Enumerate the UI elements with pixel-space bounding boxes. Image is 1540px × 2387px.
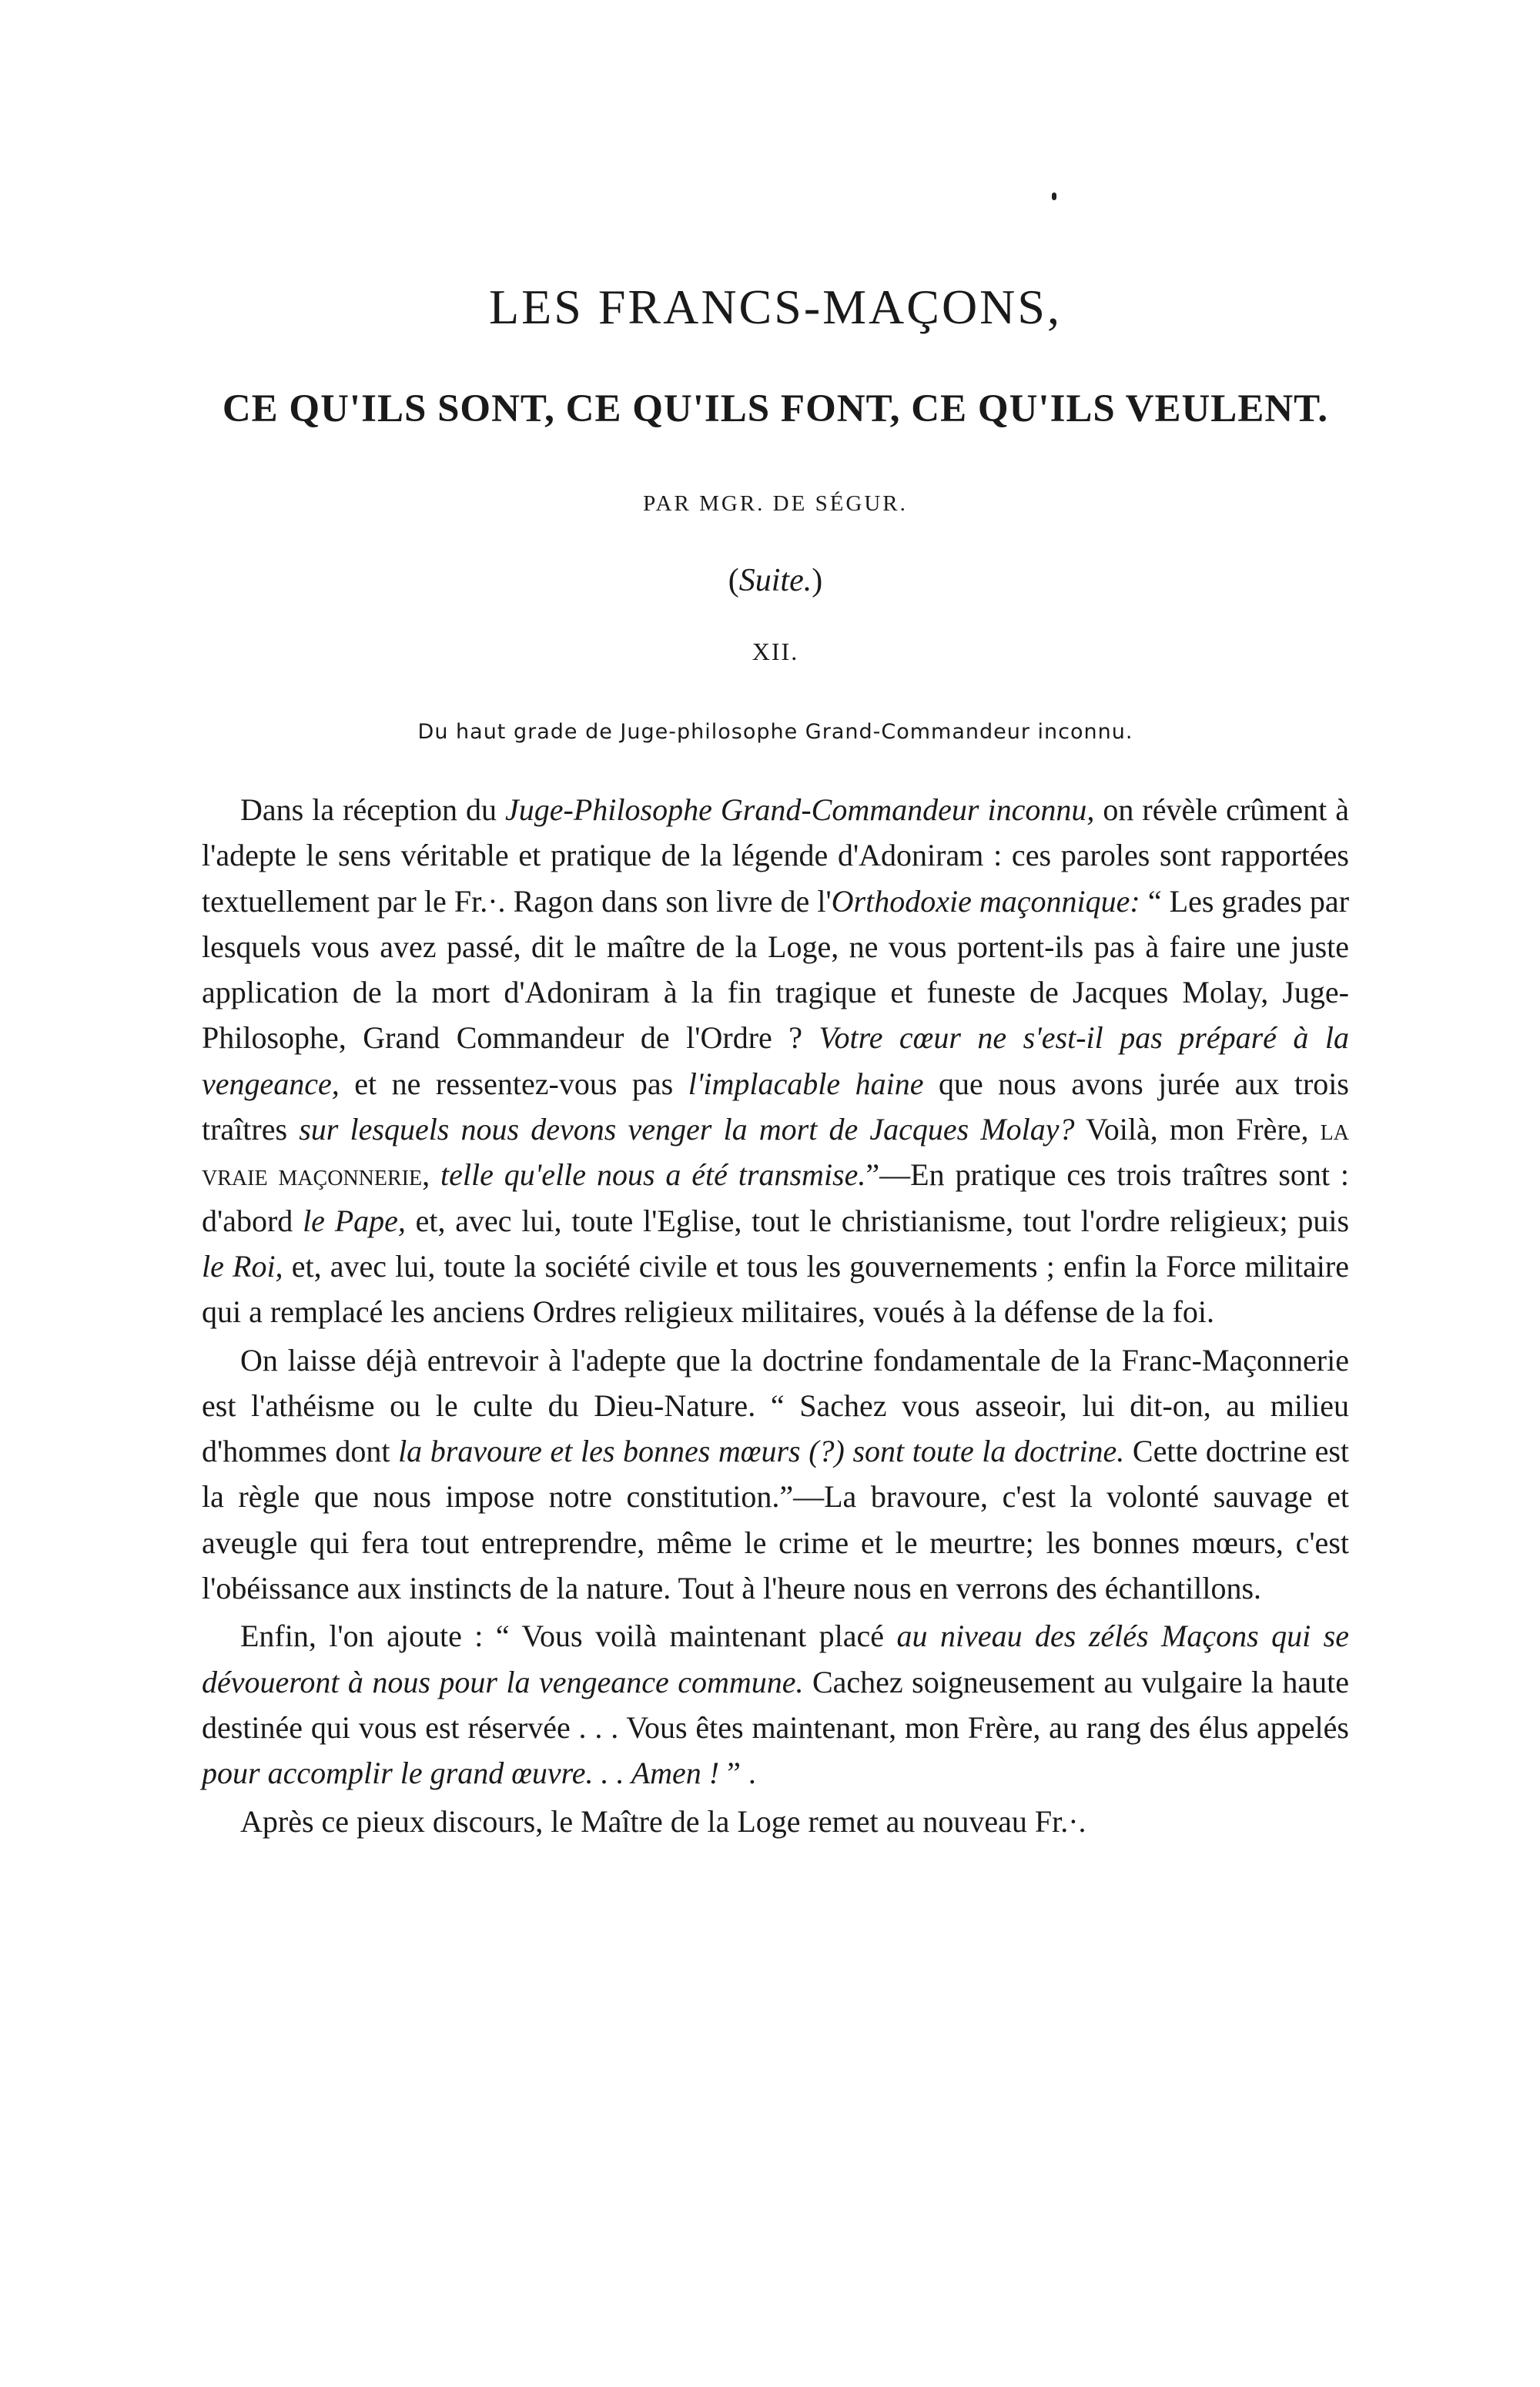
text-run: ” . bbox=[719, 1756, 756, 1791]
text-run: On laisse déjà entrevoir à l'adepte que la doctrine fondamentale de la Franc-Maçonnerie est l'athéisme ou le culte du Dieu-Nature. “ Sachez vous asseoir, lui dit-on, au milieu d'hommes dont bbox=[202, 1342, 1349, 1469]
text-run: et ne ressentez-vous pas bbox=[339, 1066, 688, 1101]
italic-run: Votre cœur ne s'est-il pas préparé à la vengeance, bbox=[202, 1020, 1349, 1101]
paragraph-4 bbox=[202, 1799, 1349, 1844]
text-run bbox=[430, 1157, 440, 1192]
italic-run: la bravoure et les bonnes mœurs (?) sont toute la doctrine. bbox=[398, 1434, 1125, 1469]
text-run: Cachez soigneusement au vulgaire la haute destinée qui vous est réservée . . . Vous êtes maintenant, mon Frère, au rang des élus appelés bbox=[202, 1664, 1349, 1745]
italic-run: le Pape, bbox=[303, 1203, 406, 1238]
continued-label bbox=[202, 562, 1349, 599]
italic-run: Orthodoxie maçonnique: bbox=[831, 883, 1140, 919]
italic-run: au niveau des zélés Maçons qui se dévoueront à nous pour la vengeance commune. bbox=[202, 1619, 1349, 1699]
text-run: Enfin, l'on ajoute : “ Vous voilà maintenant placé bbox=[240, 1619, 897, 1654]
paragraph-1 bbox=[202, 787, 1349, 1335]
italic-run: le Roi, bbox=[202, 1248, 283, 1284]
chapter-title: Du haut grade de Juge-philosophe Grand-Commandeur inconnu. bbox=[417, 720, 1133, 744]
italic-run: l'implacable haine bbox=[688, 1066, 924, 1101]
text-run: Dans la réception du bbox=[240, 792, 506, 827]
body-text bbox=[202, 787, 1349, 1844]
chapter-number: XII. bbox=[752, 638, 799, 665]
article-title: LES FRANCS-MAÇONS, bbox=[489, 280, 1062, 334]
article-subtitle: CE QU'ILS SONT, CE QU'ILS FONT, CE QU'ILS VEULENT. bbox=[222, 387, 1329, 430]
italic-run: pour accomplir le grand œuvre. . . Amen ! bbox=[202, 1756, 720, 1791]
text-run: Voilà, mon Frère, bbox=[1074, 1112, 1321, 1147]
italic-run: Juge-Philosophe Grand-Commandeur inconnu, bbox=[505, 792, 1095, 827]
text-run: et, avec lui, toute l'Eglise, tout le christianisme, tout l'ordre religieux; puis bbox=[405, 1203, 1350, 1238]
paragraph-3 bbox=[202, 1613, 1349, 1796]
paragraph-2 bbox=[202, 1337, 1349, 1612]
text-run: Après ce pieux discours, le Maître de la Loge remet au nouveau Fr.·. bbox=[240, 1803, 1086, 1839]
text-run: on révèle crûment à l'adepte le sens véritable et pratique de la légende d'Adoniram : ces paroles sont rapportées textuellement par le Fr.·. Ragon dans son livre de l' bbox=[202, 792, 1349, 919]
continued-open: ( bbox=[728, 563, 739, 598]
italic-run: sur lesquels nous devons venger la mort de Jacques Molay? bbox=[299, 1112, 1075, 1147]
ink-speck bbox=[1052, 192, 1056, 200]
author-line: PAR MGR. DE SÉGUR. bbox=[643, 491, 908, 516]
text-run: que nous avons jurée aux trois traîtres bbox=[202, 1066, 1349, 1147]
text-run: ”—En pratique ces trois traîtres sont : d'abord bbox=[202, 1157, 1350, 1238]
text-run: “ Les grades par lesquels vous avez passé, dit le maître de la Loge, ne vous portent-ils pas à faire une juste application de la mort d'Adoniram à la fin tragique et funeste de Jacques Molay, Juge-Philosophe, Grand Commandeur de l'Ordre ? bbox=[202, 883, 1350, 1056]
continued-text: Suite. bbox=[738, 563, 812, 598]
continued-close: ) bbox=[812, 563, 823, 598]
book-page bbox=[202, 0, 1349, 2387]
text-run: Cette doctrine est la règle que nous impose notre constitution.”—La bravoure, c'est la volonté sauvage et aveugle qui fera tout entreprendre, même le crime et le meurtre; les bonnes mœurs, c'est l'obéissance aux instincts de la nature. Tout à l'heure nous en verrons des échantillons. bbox=[202, 1434, 1349, 1606]
small-caps-run: la vraie maçonnerie, bbox=[202, 1112, 1349, 1193]
italic-run: telle qu'elle nous a été transmise. bbox=[440, 1157, 866, 1193]
text-run: et, avec lui, toute la société civile et tous les gouvernements ; enfin la Force militaire qui a remplacé les anciens Ordres religieux militaires, voués à la défense de la foi. bbox=[202, 1248, 1349, 1330]
